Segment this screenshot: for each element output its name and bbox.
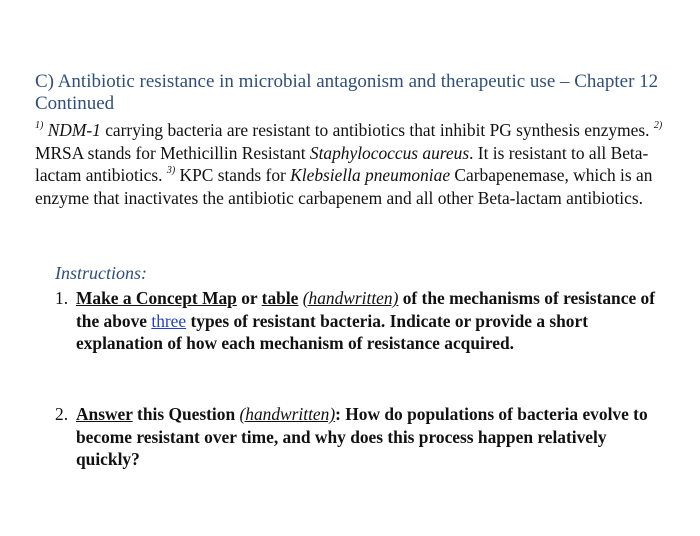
instruction-item-1 xyxy=(55,287,655,355)
note-number-3: 3) xyxy=(166,165,176,177)
item-number: 1. xyxy=(55,288,69,308)
instruction-text-part: of the mechanisms of resistance of the above xyxy=(76,288,656,331)
handwritten-note: (handwritten) xyxy=(302,288,399,308)
note-number-1: 1) xyxy=(35,120,44,132)
instructions-label: Instructions: xyxy=(55,263,147,283)
paragraph-text-2: MRSA stands for Methicillin Resistant xyxy=(35,142,310,163)
instruction-item-2 xyxy=(55,403,655,471)
concept-map-text: Make a Concept Map xyxy=(76,288,237,308)
item-number: 2. xyxy=(55,404,69,424)
instruction-text-part: : How do populations of bacteria evolve to become resistant over time, and why does this process happen relatively quickly? xyxy=(76,404,648,470)
paragraph-text-4: KPC stands for xyxy=(175,165,291,185)
table-text: table xyxy=(261,288,299,308)
klebsiella-term: Klebsiella pneumoniae xyxy=(290,165,451,185)
paragraph-text-5: Carbapenemase, which is an enzyme that inactivates the antibiotic carbapenem and all other Beta-lactam antibiotics. xyxy=(35,165,653,208)
handwritten-note: (handwritten) xyxy=(239,404,336,424)
background-paragraph xyxy=(35,119,675,209)
three-link[interactable]: three xyxy=(151,310,187,331)
instruction-text-part: types of resistant bacteria. Indicate or provide a short explanation of how each mechanism of resistance acquired. xyxy=(76,310,589,354)
instruction-text-part: or xyxy=(236,288,262,308)
instruction-text xyxy=(76,403,655,471)
section-heading: C) Antibiotic resistance in microbial antagonism and therapeutic use – Chapter 12 Continued xyxy=(35,71,659,114)
answer-text: Answer xyxy=(76,404,133,424)
note-number-2: 2) xyxy=(653,120,663,132)
ndm-1-term: NDM-1 xyxy=(47,120,101,140)
instruction-text xyxy=(76,287,655,355)
paragraph-text-1: carrying bacteria are resistant to antibiotics that inhibit PG synthesis enzymes. xyxy=(100,120,654,140)
instruction-text-part: this Question xyxy=(132,404,240,424)
staphylococcus-term: Staphylococcus aureus xyxy=(309,142,470,163)
paragraph-text-3: . It is resistant to all Beta-lactam antibiotics. xyxy=(35,142,649,185)
